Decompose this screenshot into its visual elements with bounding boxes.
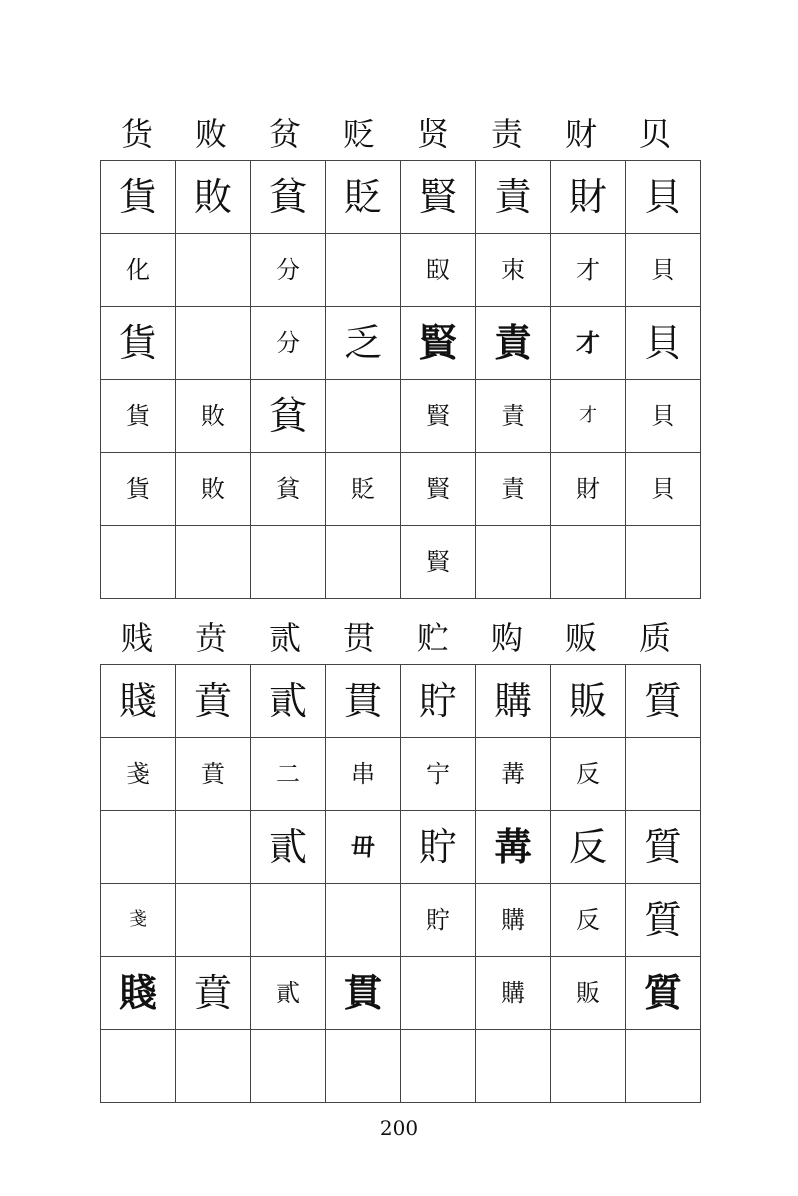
glyph-cell [176, 1030, 251, 1103]
page-number: 200 [379, 1116, 419, 1140]
glyph-cell: 貯 [401, 811, 476, 884]
glyph-cell: 才 [551, 307, 626, 380]
header-char: 贩 [564, 619, 597, 657]
glyph-cell: 才 [551, 234, 626, 307]
glyph-cell: 貝 [626, 234, 701, 307]
glyph-cell: 質 [626, 811, 701, 884]
glyph-cell: 敗 [176, 380, 251, 453]
glyph-cell [251, 884, 326, 957]
glyph-cell [176, 307, 251, 380]
glyph-cell: 乏 [326, 307, 401, 380]
glyph-cell [101, 1030, 176, 1103]
glyph-cell: 貳 [251, 957, 326, 1030]
glyph-cell: 財 [551, 453, 626, 526]
glyph-cell: 貳 [251, 811, 326, 884]
glyph-cell: 貝 [626, 307, 701, 380]
glyph-cell: 反 [551, 738, 626, 811]
header-char: 贬 [342, 115, 375, 153]
glyph-cell [401, 1030, 476, 1103]
glyph-cell: 販 [551, 957, 626, 1030]
glyph-cell: 毌 [326, 811, 401, 884]
glyph-cell [476, 1030, 551, 1103]
glyph-cell: 購 [476, 957, 551, 1030]
glyph-cell: 冓 [476, 811, 551, 884]
table-row [101, 665, 701, 738]
header-char: 贱 [120, 619, 153, 657]
glyph-cell [551, 1030, 626, 1103]
glyph-cell: 戔 [101, 884, 176, 957]
glyph-cell: 朿 [476, 234, 551, 307]
glyph-cell: 貝 [626, 453, 701, 526]
glyph-cell: 賢 [401, 526, 476, 599]
glyph-cell [476, 526, 551, 599]
header-char: 贲 [194, 619, 227, 657]
glyph-cell: 貧 [251, 161, 326, 234]
header-char: 贤 [416, 115, 449, 153]
header-char: 贝 [638, 115, 671, 153]
glyph-cell: 賤 [101, 957, 176, 1030]
glyph-grid [100, 664, 701, 1103]
glyph-cell: 貫 [326, 665, 401, 738]
glyph-cell [251, 526, 326, 599]
glyph-cell: 質 [626, 665, 701, 738]
glyph-cell: 貨 [101, 380, 176, 453]
glyph-cell [101, 526, 176, 599]
glyph-cell: 敗 [176, 453, 251, 526]
header-char: 贰 [268, 619, 301, 657]
glyph-cell: 貶 [326, 453, 401, 526]
table-row [101, 380, 701, 453]
glyph-cell [176, 526, 251, 599]
glyph-grid [100, 160, 701, 599]
glyph-cell: 賢 [401, 380, 476, 453]
glyph-cell: 財 [551, 161, 626, 234]
table-row [101, 884, 701, 957]
glyph-cell: 臤 [401, 234, 476, 307]
glyph-cell: 賢 [401, 307, 476, 380]
header-row [100, 110, 696, 160]
glyph-cell: 分 [251, 307, 326, 380]
glyph-cell: 賤 [101, 665, 176, 738]
glyph-cell [326, 1030, 401, 1103]
glyph-cell: 反 [551, 884, 626, 957]
glyph-cell: 貨 [101, 453, 176, 526]
glyph-cell: 賁 [176, 957, 251, 1030]
glyph-cell: 反 [551, 811, 626, 884]
glyph-cell: 賁 [176, 738, 251, 811]
table-row [101, 1030, 701, 1103]
glyph-cell [401, 957, 476, 1030]
glyph-cell [176, 811, 251, 884]
character-table-1 [100, 110, 696, 599]
glyph-cell: 貝 [626, 380, 701, 453]
glyph-cell [176, 234, 251, 307]
glyph-cell: 質 [626, 884, 701, 957]
glyph-cell: 宁 [401, 738, 476, 811]
glyph-cell [326, 380, 401, 453]
glyph-cell: 冓 [476, 738, 551, 811]
glyph-cell: 貶 [326, 161, 401, 234]
header-char: 质 [638, 619, 671, 657]
glyph-cell: 責 [476, 380, 551, 453]
glyph-cell: 責 [476, 453, 551, 526]
glyph-cell [626, 738, 701, 811]
glyph-cell: 貧 [251, 453, 326, 526]
glyph-cell: 貧 [251, 380, 326, 453]
header-char: 货 [120, 115, 153, 153]
header-char: 财 [564, 115, 597, 153]
table-row [101, 738, 701, 811]
glyph-cell [176, 884, 251, 957]
glyph-cell [326, 234, 401, 307]
glyph-cell: 戔 [101, 738, 176, 811]
glyph-cell: 責 [476, 161, 551, 234]
glyph-cell: 責 [476, 307, 551, 380]
glyph-cell: 賢 [401, 453, 476, 526]
glyph-cell [551, 526, 626, 599]
header-char: 购 [490, 619, 523, 657]
glyph-cell: 貨 [101, 307, 176, 380]
glyph-cell: 質 [626, 957, 701, 1030]
header-char: 责 [490, 115, 523, 153]
glyph-cell: 貳 [251, 665, 326, 738]
glyph-cell: 販 [551, 665, 626, 738]
glyph-cell: 購 [476, 884, 551, 957]
glyph-cell [101, 811, 176, 884]
glyph-cell: 二 [251, 738, 326, 811]
glyph-cell: 購 [476, 665, 551, 738]
glyph-cell: 分 [251, 234, 326, 307]
glyph-cell: 貝 [626, 161, 701, 234]
table-row [101, 811, 701, 884]
header-char: 贯 [342, 619, 375, 657]
glyph-cell [326, 884, 401, 957]
table-row [101, 453, 701, 526]
table-row [101, 161, 701, 234]
header-char: 贫 [268, 115, 301, 153]
glyph-cell: 貨 [101, 161, 176, 234]
glyph-cell: 化 [101, 234, 176, 307]
glyph-cell: 串 [326, 738, 401, 811]
header-char: 败 [194, 115, 227, 153]
table-row [101, 526, 701, 599]
character-table-2 [100, 614, 696, 1103]
header-char: 贮 [416, 619, 449, 657]
glyph-cell [626, 526, 701, 599]
glyph-cell: 才 [551, 380, 626, 453]
glyph-cell: 貯 [401, 884, 476, 957]
glyph-cell: 賁 [176, 665, 251, 738]
table-row [101, 307, 701, 380]
table-row [101, 957, 701, 1030]
glyph-cell: 敗 [176, 161, 251, 234]
header-row [100, 614, 696, 664]
glyph-cell [251, 1030, 326, 1103]
glyph-cell [626, 1030, 701, 1103]
glyph-cell: 貫 [326, 957, 401, 1030]
glyph-cell: 賢 [401, 161, 476, 234]
glyph-cell: 貯 [401, 665, 476, 738]
table-row [101, 234, 701, 307]
glyph-cell [326, 526, 401, 599]
